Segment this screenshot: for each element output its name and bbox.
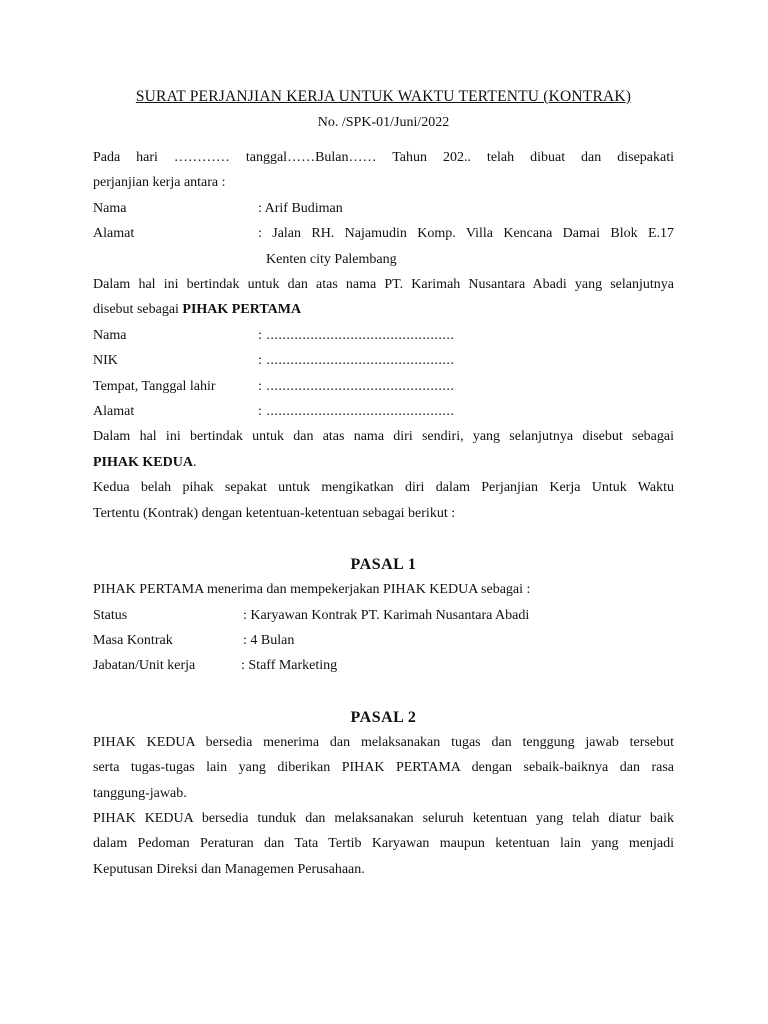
second-party-field-label: Alamat [93,404,135,420]
first-party-name-label: Nama [93,200,127,216]
pasal-1-field-row [93,628,674,653]
spacer [93,679,674,705]
second-party-field-label: Nama [93,327,127,343]
first-party-name-value: : Arif Budiman [258,200,343,216]
pasal-2-para-1-line-2: serta tugas-tugas lain yang diberikan PIHAK PERTAMA dengan sebaik-baiknya dan rasa [93,760,674,776]
first-party-address-label: Alamat [93,226,135,242]
pasal-2-para-2-line-3: Keputusan Direksi dan Managemen Perusahaan. [93,861,365,877]
pasal-2-para-1-line-1: PIHAK KEDUA bersedia menerima dan melaksanakan tugas dan tenggung jawab tersebut [93,734,674,750]
agreement-line-1: Kedua belah pihak sepakat untuk mengikatkan diri dalam Perjanjian Kerja Untuk Waktu [93,480,674,496]
second-party-field-value: : ............................................... [258,378,455,394]
second-party-field-value: : ............................................... [258,327,455,343]
pasal-1-field-row [93,603,674,628]
pihak-pertama-label: PIHAK PERTAMA [182,302,302,318]
pasal-2-para-2-line-1: PIHAK KEDUA bersedia tunduk dan melaksanakan seluruh ketentuan yang telah diatur baik [93,810,674,826]
first-party-statement-line-1: Dalam hal ini bertindak untuk dan atas nama PT. Karimah Nusantara Abadi yang selanjutnya [93,277,674,293]
spacer [93,526,674,552]
second-party-statement-line-2 [93,450,674,475]
pasal-2-para-2-line-2: dalam Pedoman Peraturan dan Tata Tertib Karyawan maupun ketentuan lain yang menjadi [93,836,674,852]
document-title: SURAT PERJANJIAN KERJA UNTUK WAKTU TERTENTU (KONTRAK) [135,88,632,105]
second-party-field-label: Tempat, Tanggal lahir [93,378,216,394]
second-party-statement-suffix: . [192,454,197,470]
pasal-2-para-1-line-3: tanggung-jawab. [93,785,187,801]
agreement-line-2: Tertentu (Kontrak) dengan ketentuan-ketentuan sebagai berikut : [93,505,456,521]
intro-line-2: perjanjian kerja antara : [93,175,226,191]
pasal-1-field-label: Status [93,607,128,623]
pasal-1-field-value: : Staff Marketing [241,658,338,674]
first-party-address-continuation: Kenten city Palembang [266,251,397,267]
intro-line-1: Pada hari ………… tanggal……Bulan…… Tahun 202.. telah dibuat dan disepakati [93,150,674,165]
document-body [93,87,674,882]
pasal-1-field-value: : Karyawan Kontrak PT. Karimah Nusantara Abadi [243,607,530,623]
first-party-statement-line-2 [93,297,674,322]
pasal-2-heading: PASAL 2 [350,708,417,726]
second-party-field-row [93,374,674,399]
first-party-statement-prefix: disebut sebagai [93,302,183,318]
first-party-address-value: : Jalan RH. Najamudin Komp. Villa Kencana Damai Blok E.17 [258,226,674,242]
second-party-field-row [93,348,674,373]
second-party-field-label: NIK [93,353,118,369]
pihak-kedua-label: PIHAK KEDUA [93,454,193,470]
pasal-1-field-label: Masa Kontrak [93,632,173,648]
first-party-name-row [93,196,674,221]
pasal-1-heading: PASAL 1 [350,556,417,574]
second-party-statement-line-1: Dalam hal ini bertindak untuk dan atas nama diri sendiri, yang selanjutnya disebut sebagai [93,429,674,445]
pasal-1-intro: PIHAK PERTAMA menerima dan mempekerjakan PIHAK KEDUA sebagai : [93,582,531,598]
pasal-1-field-value: : 4 Bulan [243,632,295,648]
document-number: No. /SPK-01/Juni/2022 [317,115,450,130]
pasal-1-field-label: Jabatan/Unit kerja [93,658,196,674]
spacer [93,133,674,145]
pasal-1-field-row [93,653,674,678]
second-party-field-value: : ............................................... [258,353,455,369]
second-party-field-row [93,399,674,424]
second-party-field-row [93,323,674,348]
first-party-address-row [93,221,674,246]
second-party-field-value: : ............................................... [258,404,455,420]
